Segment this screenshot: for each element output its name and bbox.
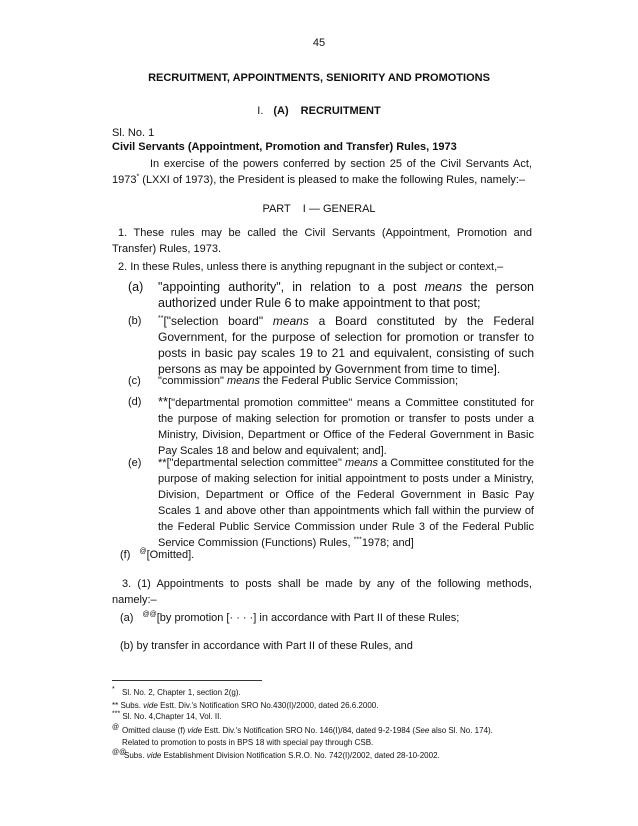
method-a	[120, 612, 459, 624]
method-b	[120, 640, 413, 652]
part-heading: PART I — GENERAL	[262, 203, 376, 215]
definition-d	[128, 394, 534, 459]
definition-e	[128, 455, 534, 551]
footnote-6-em: vide	[146, 751, 162, 760]
footnote-4-post: Estt. Div.'s Notification SRO No. 146(I)/84, dated 9-2-1984 (	[202, 726, 416, 735]
page-number: 45	[312, 37, 326, 49]
preamble-text-a: In exercise of the powers conferred by section 25 of the Civil Servants Act, 1973	[112, 158, 532, 186]
definition-b-post: a Board constituted by the Federal Government, for the purpose of selection for promotion or transfer to posts in basic pay scales 19 to 21 and equivalent, consisting of such persons as may be appointed by Government from time to time].	[158, 314, 535, 376]
definition-c-em: means	[226, 375, 260, 387]
footnote-3	[112, 712, 222, 722]
definition-e-mark2: ***	[353, 536, 362, 544]
method-a-mark: @@	[142, 611, 157, 619]
definition-d-label: (d)	[128, 396, 142, 408]
footnote-4-em: vide	[187, 726, 203, 735]
definition-d-mark: **	[158, 394, 169, 409]
footnote-3-text: Sl. No. 4,Chapter 14, Vol. II.	[122, 712, 222, 721]
definition-b-em: means	[272, 314, 309, 328]
footnote-1-text: Sl. No. 2, Chapter 1, section 2(g).	[122, 688, 241, 697]
definition-b-label: (b)	[128, 315, 142, 327]
definition-e-em: means	[345, 457, 379, 469]
rule-2-text: 2. In these Rules, unless there is anything repugnant in the subject or context,–	[118, 261, 504, 273]
definition-b-pre: ["selection board"	[163, 314, 273, 328]
footnote-4-em2: See	[415, 726, 430, 735]
definition-c	[128, 373, 534, 389]
definition-b	[128, 313, 534, 377]
section-heading	[0, 105, 638, 117]
preamble-footnote-mark: *	[136, 173, 140, 181]
footnote-5-text: Related to promotion to posts in BPS 18 with special pay through CSB.	[122, 738, 374, 747]
rule-1	[112, 225, 532, 257]
definition-c-post: the Federal Public Service Commission;	[259, 375, 459, 387]
footnote-2-post: Estt. Div.'s Notification SRO No.430(I)/2000, dated 26.6.2000.	[157, 701, 379, 710]
footnote-2-em: vide	[143, 701, 158, 710]
footnote-3-mark: ***	[112, 710, 121, 718]
method-a-text: [by promotion [· · · ·] in accordance with Part II of these Rules;	[156, 612, 460, 624]
definition-b-mark: **	[158, 315, 164, 322]
definition-d-text: ["departmental promotion committee" means a Committee constituted for the purpose of making selection for promotion or transfer to posts under a Ministry, Division, Department or Office of the Federal Government in Basic Pay Scales 18 and below and equivalent; and].	[158, 397, 534, 457]
definition-e-pre: ["departmental selection committee"	[166, 457, 345, 469]
definition-a-pre: "appointing authority", in relation to a post	[158, 280, 425, 294]
method-a-label: (a)	[120, 612, 134, 624]
definition-e-tail: 1978; and]	[361, 537, 414, 549]
method-b-text: by transfer in accordance with Part II of these Rules, and	[136, 640, 413, 652]
serial-number: Sl. No. 1	[112, 127, 155, 139]
definition-a	[128, 279, 534, 311]
footnote-6-pre: Subs.	[124, 751, 147, 760]
footnote-4: @ Omitted clause (f) vide Estt. Div.'s Notification SRO No. 146(I)/84, dated 9-2-1984 (See also Sl. No. 174).	[112, 724, 493, 735]
footnote-1: * Sl. No. 2, Chapter 1, section 2(g).	[112, 686, 241, 697]
method-b-label: (b)	[120, 640, 134, 652]
rule-3-text: 3. (1) Appointments to posts shall be made by any of the following methods, namely:–	[112, 578, 532, 606]
footnote-4-pre: Omitted clause (f)	[122, 726, 188, 735]
definition-a-label: (a)	[128, 280, 144, 294]
rule-name: Civil Servants (Appointment, Promotion and Transfer) Rules, 1973	[112, 141, 457, 153]
definition-e-label: (e)	[128, 457, 142, 469]
preamble-text-b: (LXXI of 1973), the President is pleased to make the following Rules, namely:–	[139, 174, 526, 186]
definition-a-post: the person authorized under Rule 6 to make appointment to that post;	[158, 280, 534, 310]
section-name: RECRUITMENT	[300, 105, 381, 117]
definition-f-label: (f)	[120, 549, 131, 561]
section-letter: (A)	[273, 105, 289, 117]
definition-e-post: a Committee constituted for the purpose of making selection for initial appointment to posts under a Ministry, Division, Department or Office of the Federal Government in Basic Pay Scales 1 and above other than appointments which fall within the purview of the Federal Public Service Commission under Rule 3 of the Federal Public Service Commission (Functions) Rules,	[158, 457, 534, 549]
preamble	[112, 156, 532, 188]
definition-f-mark: @	[139, 548, 147, 556]
section-roman: I.	[257, 105, 264, 117]
definition-e-mark: **	[158, 457, 167, 469]
definition-c-label: (c)	[128, 375, 141, 387]
definition-a-em: means	[424, 280, 463, 294]
footnote-6-post: Establishment Division Notification S.R.O. No. 742(I)/2002, dated 28-10-2002.	[161, 751, 440, 760]
definition-c-pre: "commission"	[158, 375, 227, 387]
page-title: RECRUITMENT, APPOINTMENTS, SENIORITY AND PROMOTIONS	[148, 72, 490, 84]
footnote-2-pre: Subs.	[120, 701, 144, 710]
footnote-6: @@Subs. vide Establishment Division Notification S.R.O. No. 742(I)/2002, dated 28-10-2002.	[112, 749, 440, 760]
footnote-divider	[112, 680, 262, 681]
footnote-2	[112, 701, 378, 711]
footnote-4-post2: also Sl. No. 174).	[429, 726, 493, 735]
definition-f	[120, 549, 194, 561]
footnote-5	[122, 738, 373, 748]
rule-3	[112, 576, 532, 608]
rule-1-text: 1. These rules may be called the Civil Servants (Appointment, Promotion and Transfer) Rules, 1973.	[112, 227, 532, 255]
rule-2	[112, 259, 532, 275]
footnote-2-mark: **	[112, 701, 119, 710]
definition-f-text: [Omitted].	[146, 549, 195, 561]
